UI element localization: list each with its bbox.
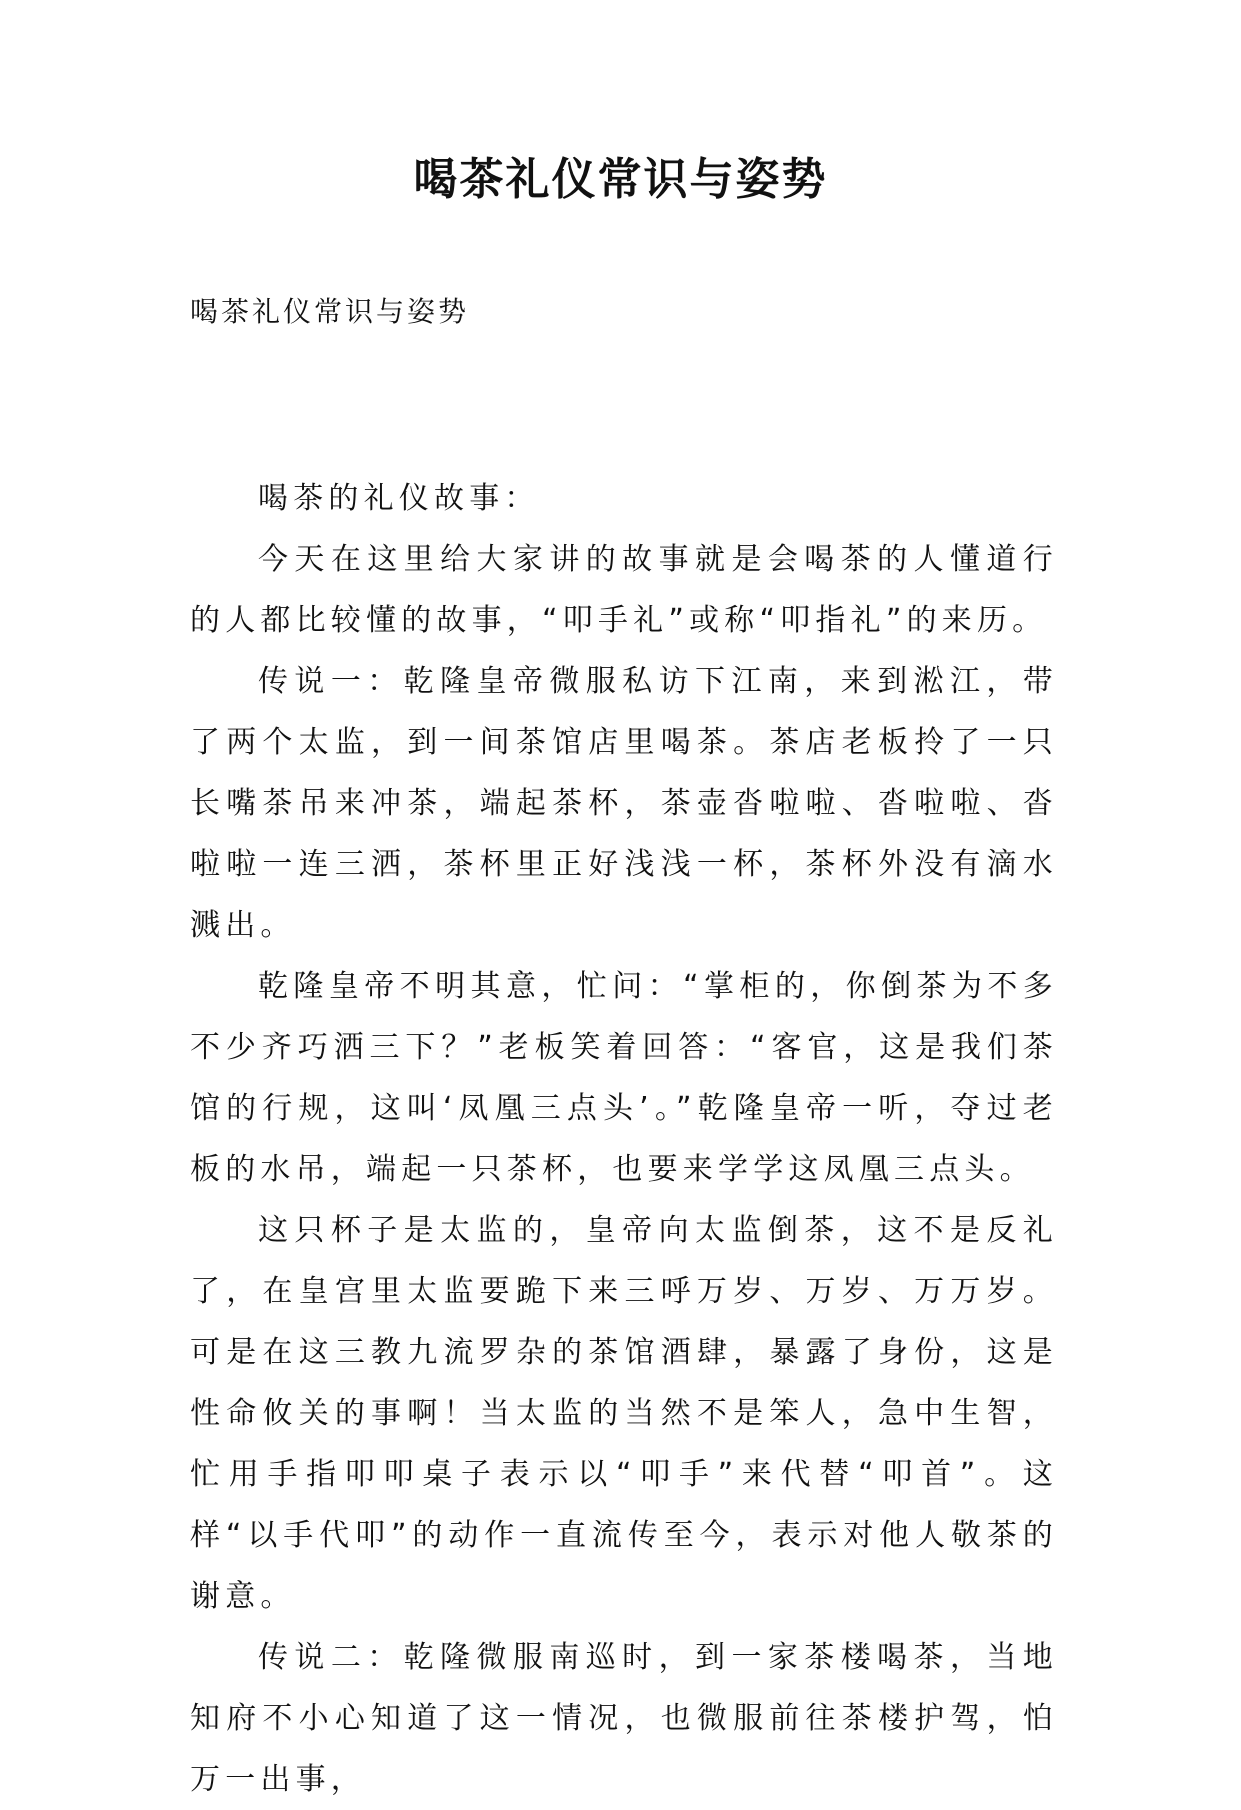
paragraph: 乾隆皇帝不明其意，忙问：“掌柜的，你倒茶为不多不少齐巧洒三下？”老板笑着回答：“客官，这是我们茶馆的行规，这叫‘凤凰三点头’。”乾隆皇帝一听，夺过老板的水吊，端起一只茶杯，也要来学学这凤凰三点头。 [190, 969, 1058, 1187]
paragraph: 传说二：乾隆微服南巡时，到一家茶楼喝茶，当地知府不小心知道了这一情况，也微服前往茶楼护驾，怕万一出事， [190, 1640, 1058, 1797]
document-subtitle: 喝茶礼仪常识与姿势 [190, 295, 470, 328]
paragraph: 这只杯子是太监的，皇帝向太监倒茶，这不是反礼了，在皇宫里太监要跪下来三呼万岁、万岁、万万岁。可是在这三教九流罗杂的茶馆酒肆，暴露了身份，这是性命攸关的事啊！当太监的当然不是笨人，急中生智，忙用手指叩叩桌子表示以“叩手”来代替“叩首”。这样“以手代叩”的动作一直流传至今，表示对他人敬茶的谢意。 [190, 1213, 1058, 1614]
paragraph: 传说一：乾隆皇帝微服私访下江南，来到淞江，带了两个太监，到一间茶馆店里喝茶。茶店老板拎了一只长嘴茶吊来冲茶，端起茶杯，茶壶沓啦啦、沓啦啦、沓啦啦一连三洒，茶杯里正好浅浅一杯，茶杯外没有滴水溅出。 [190, 664, 1058, 943]
paragraph: 今天在这里给大家讲的故事就是会喝茶的人懂道行的人都比较懂的故事，“叩手礼”或称“叩指礼”的来历。 [190, 542, 1058, 638]
document-body [190, 468, 1058, 1810]
paragraph-heading: 喝茶的礼仪故事： [258, 481, 540, 516]
document-title: 喝茶礼仪常识与姿势 [413, 154, 828, 205]
